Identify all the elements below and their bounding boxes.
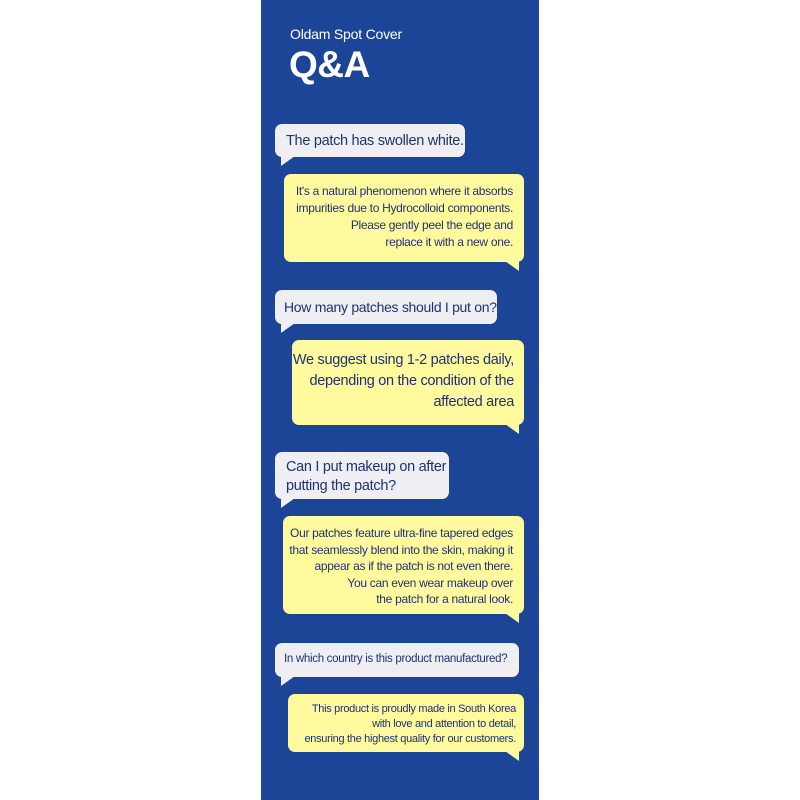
product-name: Oldam Spot Cover [290, 26, 402, 42]
question-text-2: How many patches should I put on? [284, 299, 497, 315]
answer-1-line: replace it with a new one. [385, 235, 513, 249]
answer-tail-2 [505, 424, 519, 434]
question-text-4: In which country is this product manufactured? [284, 653, 508, 665]
answer-3-line: the patch for a natural look. [376, 592, 513, 606]
answer-2-line: affected area [433, 394, 514, 410]
question-text-3-line: putting the patch? [286, 478, 396, 494]
answer-bubble-4 [288, 694, 524, 752]
answer-tail-1 [505, 261, 519, 271]
answer-tail-3 [505, 613, 519, 623]
question-tail-4 [281, 676, 295, 686]
question-tail-3 [281, 498, 295, 508]
question-bubble-1 [275, 124, 465, 157]
answer-4-line: This product is proudly made in South Korea [311, 703, 516, 715]
answer-tail-4 [505, 751, 519, 761]
question-bubble-3 [275, 452, 449, 499]
qa-panel [261, 0, 539, 800]
question-bubble-4 [275, 643, 519, 677]
answer-2-line: We suggest using 1-2 patches daily, [292, 352, 514, 368]
page-title: Q&A [289, 44, 370, 85]
answer-3-line: You can even wear makeup over [347, 575, 513, 590]
answer-1-line: impurities due to Hydrocolloid components. [296, 201, 513, 215]
question-tail-1 [281, 156, 295, 166]
answer-bubble-3 [283, 516, 524, 614]
question-text-3-line: Can I put makeup on after [286, 459, 447, 475]
question-bubble-2 [275, 290, 497, 324]
question-text-1: The patch has swollen white. [286, 133, 464, 149]
answer-4-line: with love and attention to detail, [372, 718, 516, 730]
answer-bubble-1 [284, 174, 524, 262]
answer-4-line: ensuring the highest quality for our customers. [304, 733, 516, 745]
answer-3-line: appear as if the patch is not even there. [314, 559, 513, 573]
question-tail-2 [281, 323, 295, 333]
answer-2-line: depending on the condition of the [309, 373, 514, 389]
answer-bubble-2 [292, 340, 524, 425]
answer-1-line: It's a natural phenomenon where it absorbs [295, 184, 513, 198]
answer-1-line: Please gently peel the edge and [350, 218, 513, 232]
answer-3-line: Our patches feature ultra-fine tapered edges [290, 526, 513, 540]
answer-3-line: that seamlessly blend into the skin, making it [289, 542, 513, 557]
